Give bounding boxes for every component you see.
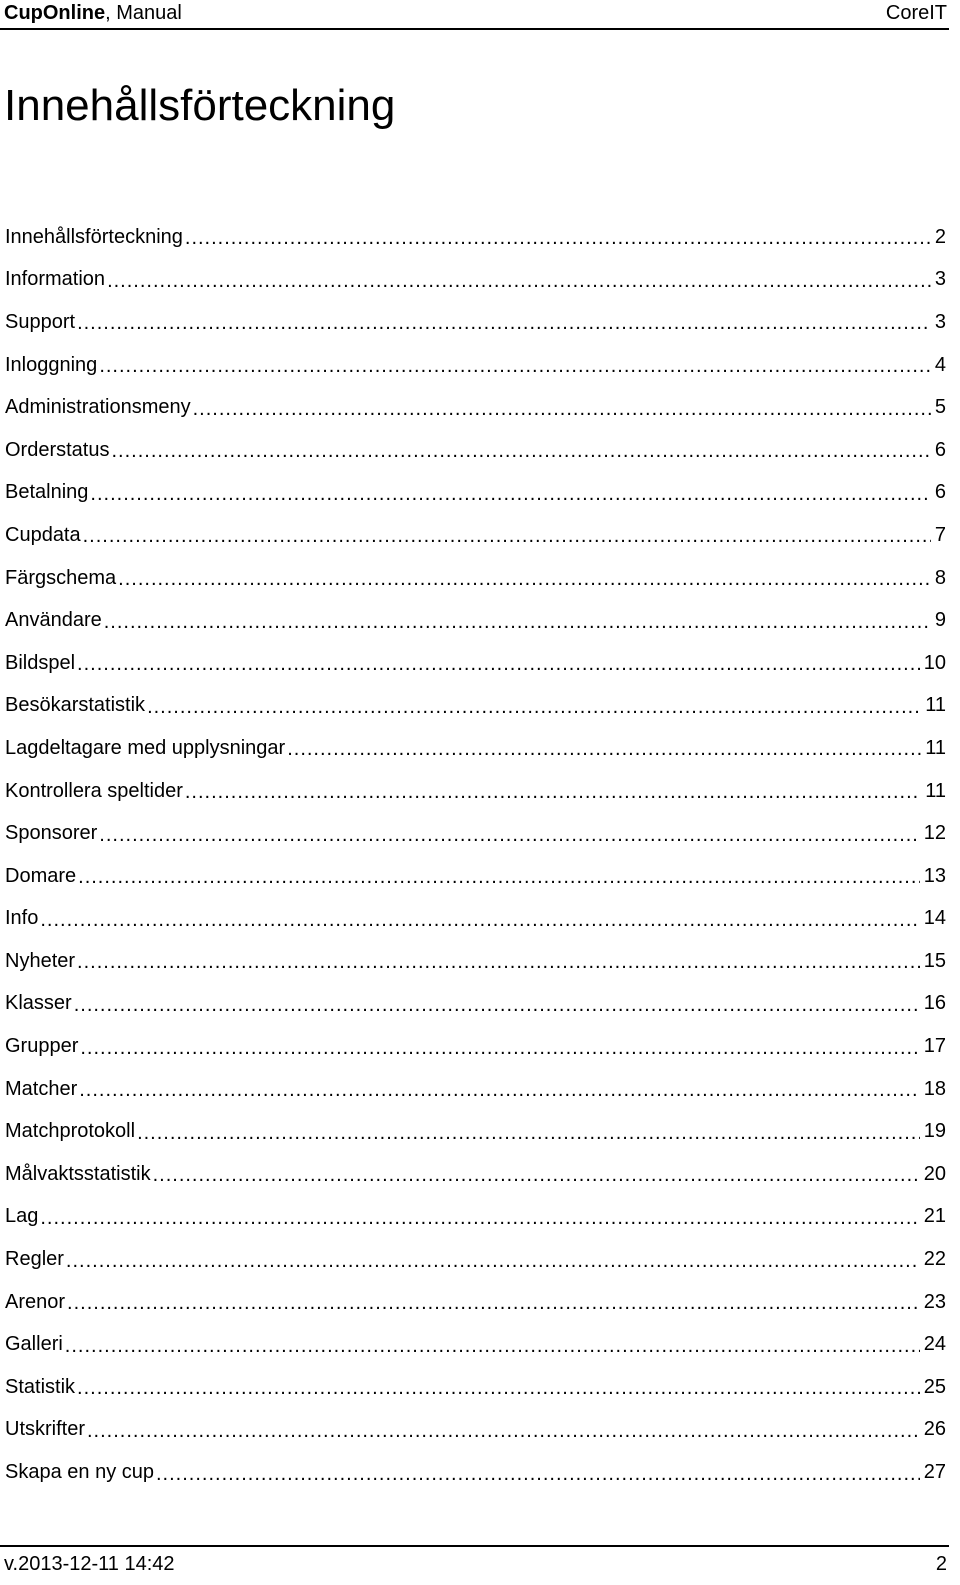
toc-leader-dots: [77, 653, 920, 675]
page-title: Innehållsförteckning: [4, 81, 396, 130]
toc-entry-title: Inloggning: [5, 353, 98, 376]
toc-leader-dots: [40, 909, 919, 931]
toc-entry[interactable]: [5, 301, 946, 344]
toc-entry-page: 20: [923, 1162, 946, 1185]
toc-entry-page: 15: [923, 949, 946, 972]
toc-entry-page: 6: [934, 438, 946, 461]
toc-leader-dots: [153, 1164, 920, 1186]
toc-entry[interactable]: [5, 1323, 946, 1366]
toc-entry-page: 18: [923, 1077, 946, 1100]
toc-entry[interactable]: [5, 727, 946, 770]
toc-entry[interactable]: [5, 855, 946, 898]
toc-entry-page: 22: [923, 1248, 946, 1271]
header-brand: CupOnline: [4, 2, 106, 24]
toc-entry[interactable]: [5, 259, 946, 302]
toc-leader-dots: [99, 355, 931, 377]
toc-entry-title: Sponsorer: [5, 822, 98, 845]
toc-entry-page: 26: [923, 1418, 946, 1441]
footer-version: v.2013-12-11 14:42: [4, 1553, 175, 1575]
header-document-title: [4, 0, 182, 26]
toc-entry-title: Betalning: [5, 481, 89, 504]
toc-entry[interactable]: [5, 770, 946, 813]
table-of-contents: [5, 216, 946, 1494]
toc-entry[interactable]: [5, 940, 946, 983]
toc-entry[interactable]: [5, 983, 946, 1026]
toc-entry-page: 16: [923, 992, 946, 1015]
toc-leader-dots: [90, 483, 930, 505]
toc-entry-title: Info: [5, 907, 39, 930]
toc-entry-page: 10: [923, 651, 946, 674]
toc-entry[interactable]: [5, 472, 946, 515]
toc-entry-title: Galleri: [5, 1333, 63, 1356]
toc-entry-page: 14: [923, 907, 946, 930]
toc-entry[interactable]: [5, 1409, 946, 1452]
toc-entry-title: Lag: [5, 1205, 39, 1228]
toc-leader-dots: [287, 738, 921, 760]
toc-entry-page: 9: [934, 609, 946, 632]
toc-entry-title: Information: [5, 268, 106, 291]
toc-entry-title: Utskrifter: [5, 1418, 85, 1441]
toc-entry-title: Administrationsmeny: [5, 396, 191, 419]
toc-leader-dots: [147, 696, 921, 718]
toc-leader-dots: [107, 270, 931, 292]
toc-entry-page: 24: [923, 1333, 946, 1356]
toc-entry[interactable]: [5, 599, 946, 642]
toc-entry[interactable]: [5, 1451, 946, 1494]
toc-entry-page: 23: [923, 1290, 946, 1313]
toc-entry-title: Grupper: [5, 1035, 79, 1058]
toc-leader-dots: [104, 611, 931, 633]
toc-entry[interactable]: [5, 1025, 946, 1068]
toc-leader-dots: [66, 1250, 920, 1272]
page-footer: [0, 1545, 949, 1583]
toc-leader-dots: [77, 1377, 920, 1399]
toc-entry-title: Cupdata: [5, 523, 81, 546]
toc-entry-page: 19: [923, 1120, 946, 1143]
toc-entry[interactable]: [5, 216, 946, 259]
toc-entry-page: 11: [925, 736, 946, 759]
toc-entry-title: Arenor: [5, 1290, 66, 1313]
toc-entry-page: 12: [923, 822, 946, 845]
toc-entry-page: 6: [934, 481, 946, 504]
toc-leader-dots: [74, 994, 920, 1016]
toc-entry-page: 2: [934, 225, 946, 248]
toc-entry-title: Domare: [5, 864, 77, 887]
toc-entry[interactable]: [5, 642, 946, 685]
toc-entry-title: Matcher: [5, 1077, 78, 1100]
toc-entry-title: Kontrollera speltider: [5, 779, 183, 802]
toc-entry-title: Regler: [5, 1248, 64, 1271]
toc-entry[interactable]: [5, 429, 946, 472]
toc-leader-dots: [185, 227, 931, 249]
toc-leader-dots: [77, 312, 931, 334]
toc-entry-page: 11: [925, 779, 946, 802]
toc-entry-title: Bildspel: [5, 651, 76, 674]
toc-leader-dots: [185, 781, 921, 803]
toc-leader-dots: [118, 568, 931, 590]
toc-leader-dots: [40, 1207, 919, 1229]
toc-entry-page: 4: [934, 353, 946, 376]
toc-entry-title: Målvaktsstatistik: [5, 1162, 151, 1185]
toc-entry[interactable]: [5, 1238, 946, 1281]
toc-entry-title: Nyheter: [5, 949, 76, 972]
toc-entry-page: 5: [934, 396, 946, 419]
toc-entry-title: Statistik: [5, 1375, 76, 1398]
toc-entry[interactable]: [5, 344, 946, 387]
toc-entry-page: 13: [923, 864, 946, 887]
footer-page-number: 2: [935, 1553, 947, 1575]
toc-entry[interactable]: [5, 514, 946, 557]
toc-entry[interactable]: [5, 812, 946, 855]
toc-leader-dots: [87, 1420, 920, 1442]
toc-leader-dots: [137, 1122, 920, 1144]
toc-entry-title: Innehållsförteckning: [5, 225, 183, 248]
toc-entry-title: Skapa en ny cup: [5, 1461, 154, 1484]
toc-leader-dots: [77, 951, 920, 973]
toc-entry-title: Orderstatus: [5, 438, 110, 461]
toc-leader-dots: [80, 1037, 919, 1059]
toc-entry-title: Besökarstatistik: [5, 694, 146, 717]
toc-entry[interactable]: [5, 1110, 946, 1153]
toc-entry[interactable]: [5, 1068, 946, 1111]
toc-entry-page: 3: [934, 268, 946, 291]
toc-leader-dots: [67, 1292, 920, 1314]
toc-entry[interactable]: [5, 1366, 946, 1409]
toc-entry[interactable]: [5, 898, 946, 941]
toc-entry-page: 21: [923, 1205, 946, 1228]
toc-entry-page: 25: [923, 1375, 946, 1398]
toc-entry-title: Lagdeltagare med upplysningar: [5, 736, 286, 759]
toc-entry-page: 3: [934, 310, 946, 333]
header-subtitle: , Manual: [105, 2, 182, 24]
toc-entry[interactable]: [5, 557, 946, 600]
toc-entry[interactable]: [5, 1196, 946, 1239]
toc-entry-title: Färgschema: [5, 566, 117, 589]
toc-entry-title: Support: [5, 310, 76, 333]
toc-entry[interactable]: [5, 685, 946, 728]
page-header: [0, 0, 949, 30]
toc-leader-dots: [78, 866, 920, 888]
toc-entry[interactable]: [5, 1153, 946, 1196]
toc-leader-dots: [193, 398, 931, 420]
toc-leader-dots: [111, 440, 930, 462]
toc-entry-page: 7: [934, 523, 946, 546]
toc-entry-title: Användare: [5, 609, 102, 632]
header-company: CoreIT: [885, 2, 947, 24]
toc-leader-dots: [156, 1463, 920, 1485]
toc-leader-dots: [99, 824, 919, 846]
toc-leader-dots: [65, 1335, 920, 1357]
toc-entry[interactable]: [5, 386, 946, 429]
toc-entry-page: 27: [923, 1461, 946, 1484]
toc-entry-title: Matchprotokoll: [5, 1120, 136, 1143]
toc-leader-dots: [79, 1079, 920, 1101]
toc-entry[interactable]: [5, 1281, 946, 1324]
toc-entry-page: 11: [925, 694, 946, 717]
toc-leader-dots: [83, 525, 931, 547]
toc-entry-title: Klasser: [5, 992, 72, 1015]
toc-entry-page: 8: [934, 566, 946, 589]
toc-entry-page: 17: [923, 1035, 946, 1058]
